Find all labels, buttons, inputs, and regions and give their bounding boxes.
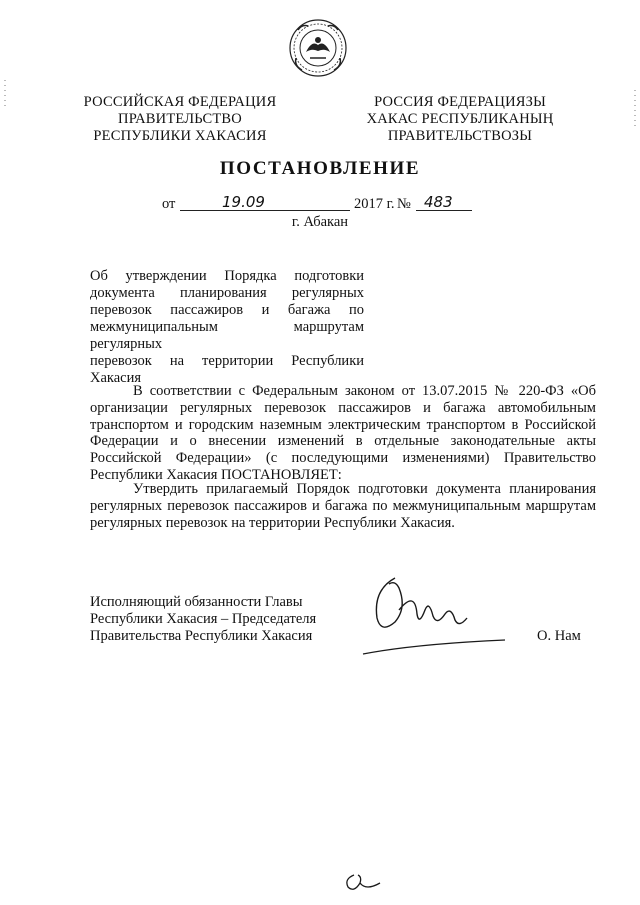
date-handwritten: 19.09 xyxy=(222,193,265,211)
header-right xyxy=(355,94,565,145)
date-from-label: от xyxy=(162,196,176,212)
number-label: № xyxy=(397,196,411,212)
paragraph-text: В соответствии с Федеральным законом от 13.07.2015 № 220-ФЗ «Об организации регулярных перевозок пассажиров и багажа автомобильным транспортом и городским наземным электрическим транспортом в Российской Федерации и о внесении изменений в отдельные законодательные акты Российской Федерации» (с последующими изменениями) Правительство Республики Хакасия ПОСТАНОВЛЯЕТ: xyxy=(90,383,596,483)
scan-edge-mark xyxy=(634,90,636,130)
subject-line: документа планирования регулярных xyxy=(90,285,364,301)
header-left-line: ПРАВИТЕЛЬСТВО xyxy=(118,111,242,127)
subject-line: перевозок пассажиров и багажа по xyxy=(90,302,364,318)
header-left xyxy=(80,94,280,145)
number-handwritten: 483 xyxy=(424,193,453,211)
city: г. Абакан xyxy=(291,214,349,230)
signer-position-line: Исполняющий обязанности Главы xyxy=(90,594,303,610)
handwritten-mark xyxy=(340,865,384,895)
handwritten-signature xyxy=(355,570,525,660)
signer-position-line: Республики Хакасия – Председателя xyxy=(90,611,317,627)
signer-position-line: Правительства Республики Хакасия xyxy=(90,628,313,644)
subject-line: межмуниципальным маршрутам регулярных xyxy=(90,319,364,352)
signer-position xyxy=(90,594,330,645)
signer-name: О. Нам xyxy=(537,628,581,644)
document-subject xyxy=(90,268,364,387)
date-underline xyxy=(180,210,350,211)
header-right-line: ПРАВИТЕЛЬСТВОЗЫ xyxy=(387,128,533,144)
date-year: 2017 г. xyxy=(354,196,395,212)
scan-edge-mark xyxy=(4,80,6,110)
header-left-line: РОССИЙСКАЯ ФЕДЕРАЦИЯ xyxy=(83,94,277,110)
body-paragraph-resolution xyxy=(90,481,596,531)
coat-of-arms-icon xyxy=(288,18,348,78)
header-right-line: РОССИЯ ФЕДЕРАЦИЯЗЫ xyxy=(374,94,546,110)
paragraph-text: Утвердить прилагаемый Порядок подготовки документа планирования регулярных перевозок пассажиров и багажа по межмуниципальным маршрутам регулярных перевозок на территории Республики Хакасия. xyxy=(90,481,596,531)
subject-line: перевозок на территории Республики Хакасия xyxy=(90,353,364,386)
subject-line: Об утверждении Порядка подготовки xyxy=(90,268,364,284)
header-right-line: ХАКАС РЕСПУБЛИКАНЫҢ xyxy=(366,111,554,127)
body-paragraph-preamble xyxy=(90,383,596,484)
document-title: ПОСТАНОВЛЕНИЕ xyxy=(219,158,421,179)
header-left-line: РЕСПУБЛИКИ ХАКАСИЯ xyxy=(93,128,267,144)
